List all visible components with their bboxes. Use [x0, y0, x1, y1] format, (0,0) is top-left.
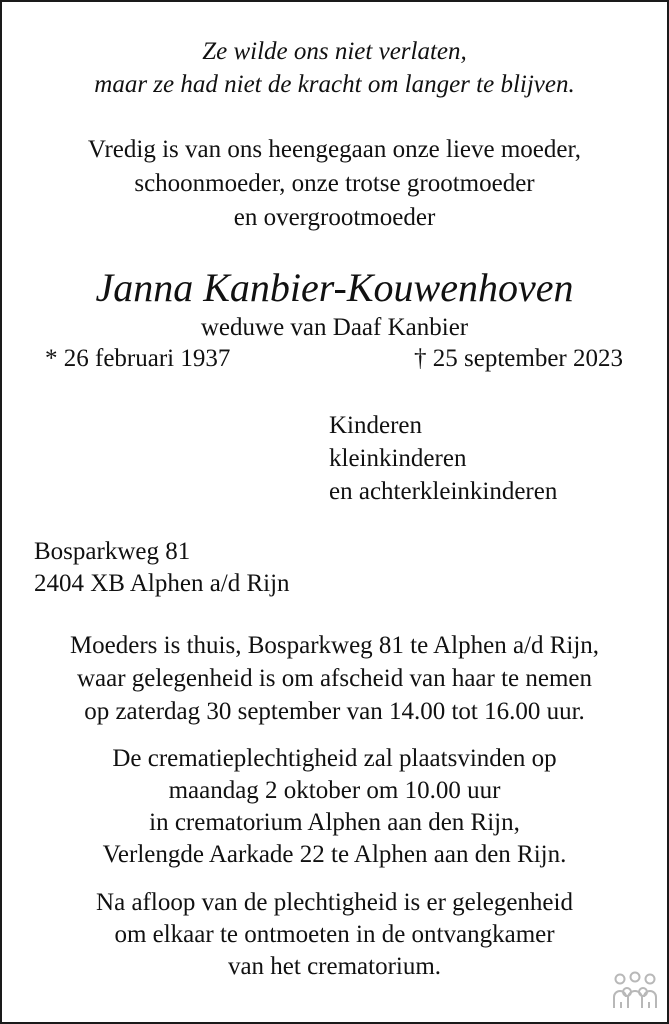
cremation-line: maandag 2 oktober om 10.00 uur	[168, 777, 501, 804]
cremation-line: in crematorium Alphen aan den Rijn,	[149, 809, 520, 836]
address-line: Bosparkweg 81	[34, 538, 191, 565]
intro-line: Vredig is van ons heengegaan onze lieve moeder,	[87, 136, 582, 163]
poem-line: Ze wilde ons niet verlaten,	[202, 38, 467, 65]
gathering-line: van het crematorium.	[227, 953, 442, 980]
cremation-line: Verlengde Aarkade 22 te Alphen aan den Rijn.	[102, 841, 567, 868]
deceased-name: Janna Kanbier-Kouwenhoven	[95, 265, 574, 310]
birth-date: * 26 februari 1937	[45, 345, 231, 372]
viewing-line: waar gelegenheid is om afscheid van haar te nemen	[76, 665, 593, 692]
viewing-paragraph	[2, 629, 667, 728]
poem-line: maar ze had niet de kracht om langer te blijven.	[94, 71, 575, 98]
announcement-intro	[2, 133, 667, 235]
family-line: en achterkleinkinderen	[329, 478, 558, 505]
address-line: 2404 XB Alphen a/d Rijn	[34, 570, 290, 597]
intro-line: en overgrootmoeder	[233, 204, 436, 231]
poem	[2, 35, 667, 101]
viewing-line: Moeders is thuis, Bosparkweg 81 te Alphen a/d Rijn,	[69, 632, 600, 659]
death-date: † 25 september 2023	[414, 345, 623, 372]
family-signature	[329, 409, 557, 508]
cremation-line: De crematieplechtigheid zal plaatsvinden op	[112, 745, 557, 772]
correspondence-address	[34, 536, 290, 600]
people-group-outline-icon	[611, 970, 659, 1012]
cremation-paragraph	[2, 743, 667, 871]
intro-line: schoonmoeder, onze trotse grootmoeder	[134, 170, 535, 197]
viewing-line: op zaterdag 30 september van 14.00 tot 16.00 uur.	[84, 698, 585, 725]
gathering-line: om elkaar te ontmoeten in de ontvangkamer	[114, 921, 555, 948]
gathering-paragraph	[2, 887, 667, 983]
family-line: Kinderen	[329, 412, 423, 439]
widow-of: weduwe van Daaf Kanbier	[200, 314, 469, 341]
family-line: kleinkinderen	[329, 445, 467, 472]
gathering-line: Na afloop van de plechtigheid is er gelegenheid	[96, 889, 573, 916]
